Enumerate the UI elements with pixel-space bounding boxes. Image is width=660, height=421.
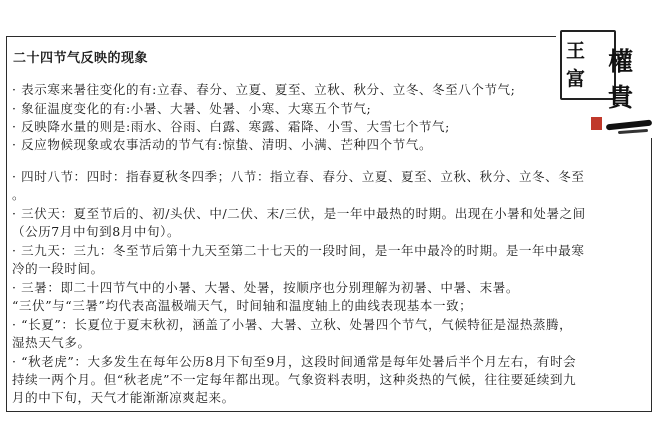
logo-char-4: 貴 (608, 83, 634, 112)
text-line: 湿热天气多。 (12, 335, 91, 350)
text-line: · 反映降水量的则是:雨水、谷雨、白露、寒露、霜降、小雪、大雪七个节气; (12, 119, 450, 134)
text-line: 月的中下旬，天气才能渐渐凉爽起来。 (12, 390, 235, 405)
logo-char-1: 王 (566, 40, 586, 62)
logo-char-3: 權 (608, 47, 634, 76)
text-line: · 三伏天：夏至节后的、初/头伏、中/二伏、末/三伏，是一年中最热的时期。出现在小暑和处暑之间 (12, 206, 586, 221)
text-line: · 三暑：即二十四节气中的小暑、大暑、处暑，按顺序也分别理解为初暑、中暑、末暑。 (12, 280, 519, 295)
page-title: 二十四节气反映的现象 (13, 51, 149, 66)
text-line: 持续一两个月。但“秋老虎”不一定每年都出现。气象资料表明，这种炎热的气候，往往要延续到九 (12, 372, 577, 387)
text-line: · “秋老虎”：大多发生在每年公历8月下旬至9月，这段时间通常是每年处暑后半个月左右，有时会 (12, 354, 577, 369)
text-line: · 四时八节：四时：指春夏秋冬四季；八节：指立春、春分、立夏、夏至、立秋、秋分、立冬、冬至 (12, 169, 585, 184)
text-line: 冷的一段时间。 (12, 261, 104, 276)
text-line: · 象征温度变化的有:小暑、大暑、处暑、小寒、大寒五个节气; (12, 101, 372, 116)
text-line: “三伏”与“三暑”均代表高温极端天气，时间轴和温度轴上的曲线表现基本一致； (12, 298, 473, 313)
calligraphy-logo (556, 26, 654, 138)
text-line: · “长夏”：长夏位于夏末秋初，涵盖了小暑、大暑、立秋、处暑四个节气，气候特征是湿热蒸腾， (12, 317, 573, 332)
logo-char-2: 富 (566, 68, 586, 90)
text-line: · 表示寒来暑往变化的有:立春、春分、立夏、夏至、立秋、秋分、立冬、冬至八个节气; (12, 82, 516, 97)
logo-brush-stroke-2 (618, 129, 648, 134)
logo-seal-stamp (591, 117, 602, 130)
text-line: （公历7月中旬到8月中旬）。 (12, 224, 181, 239)
text-line: · 三九天：三九：冬至节后第十九天至第二十七天的一段时间，是一年中最冷的时期。是一年中最寒 (12, 243, 585, 258)
text-line: · 反应物候现象或农事活动的节气有:惊蛰、清明、小满、芒种四个节气。 (12, 137, 433, 152)
text-line: 。 (12, 187, 26, 202)
